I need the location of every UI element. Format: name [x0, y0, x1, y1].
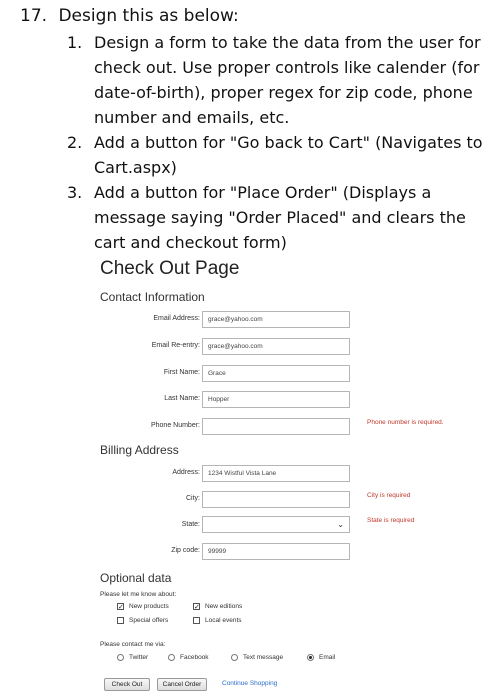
billing-heading: Billing Address [100, 443, 179, 457]
list-line: message saying "Order Placed" and clears the [94, 208, 466, 227]
cancel-order-button[interactable]: Cancel Order [157, 678, 207, 691]
list-number: 1. [67, 33, 83, 52]
city-label: City: [186, 495, 200, 502]
email-reentry-label: Email Re-entry: [151, 342, 200, 349]
list-item-3 [67, 180, 487, 256]
list-number: 2. [67, 133, 83, 152]
list-line: Add a button for "Go back to Cart" (Navigates to [94, 133, 483, 152]
checkbox-special-offers[interactable] [117, 617, 124, 624]
zip-label: Zip code: [171, 547, 200, 554]
list-item-2 [67, 130, 487, 180]
radio-label: Facebook [180, 654, 209, 661]
list-number: 3. [67, 183, 83, 202]
list-line: Cart.aspx) [94, 158, 177, 177]
question-number: 17. [20, 6, 48, 26]
question-text: Design this as below: [58, 6, 239, 26]
address-label: Address: [172, 469, 200, 476]
checkbox-label: New products [129, 603, 169, 610]
radio-email[interactable] [307, 654, 314, 661]
checkbox-new-editions[interactable]: ✓ [194, 603, 200, 611]
list-line: cart and checkout form) [94, 233, 287, 252]
phone-field[interactable] [202, 418, 350, 435]
checkbox-local-events[interactable] [193, 617, 200, 624]
email-field[interactable]: grace@yahoo.com [202, 311, 350, 328]
know-about-label: Please let me know about: [100, 591, 177, 598]
chevron-down-icon: ⌄ [337, 520, 344, 529]
radio-label: Email [319, 654, 336, 661]
check-out-button[interactable]: Check Out [104, 678, 150, 691]
state-error: State is required [367, 517, 415, 524]
checkbox-label: Special offers [129, 617, 169, 624]
radio-label: Text message [243, 654, 284, 661]
last-name-field[interactable]: Hopper [202, 391, 350, 408]
email-label: Email Address: [153, 315, 200, 322]
checkbox-label: Local events [205, 617, 242, 624]
radio-facebook[interactable] [168, 654, 175, 661]
radio-label: Twitter [129, 654, 149, 661]
list-line: Design a form to take the data from the user for [94, 33, 481, 52]
checkbox-new-products[interactable]: ✓ [118, 603, 124, 611]
first-name-field[interactable]: Grace [202, 365, 350, 382]
list-item-1 [67, 30, 487, 130]
city-field[interactable] [202, 491, 350, 508]
radio-twitter[interactable] [117, 654, 124, 661]
list-line: check out. Use proper controls like calender (for [94, 58, 480, 77]
first-name-label: First Name: [163, 369, 200, 376]
optional-heading: Optional data [100, 571, 172, 585]
question-heading [20, 4, 239, 29]
phone-error: Phone number is required. [367, 419, 444, 426]
contact-via-label: Please contact me via: [100, 641, 166, 648]
page-title: Check Out Page [100, 258, 240, 279]
list-line: Add a button for "Place Order" (Displays a [94, 183, 432, 202]
contact-heading: Contact Information [100, 290, 205, 304]
list-line: date-of-birth), proper regex for zip code, phone [94, 83, 473, 102]
email-reentry-field[interactable]: grace@yahoo.com [202, 338, 350, 355]
city-error: City is required [367, 492, 411, 499]
continue-shopping-link[interactable]: Continue Shopping [222, 680, 278, 687]
zip-field[interactable]: 99999 [202, 543, 350, 560]
phone-label: Phone Number: [150, 422, 200, 429]
last-name-label: Last Name: [164, 395, 200, 402]
radio-text-message[interactable] [231, 654, 238, 661]
list-line: number and emails, etc. [94, 108, 290, 127]
address-field[interactable]: 1234 Wistful Vista Lane [202, 465, 350, 482]
checkbox-label: New editions [205, 603, 243, 610]
state-label: State: [181, 521, 200, 528]
state-select[interactable] [202, 516, 350, 533]
